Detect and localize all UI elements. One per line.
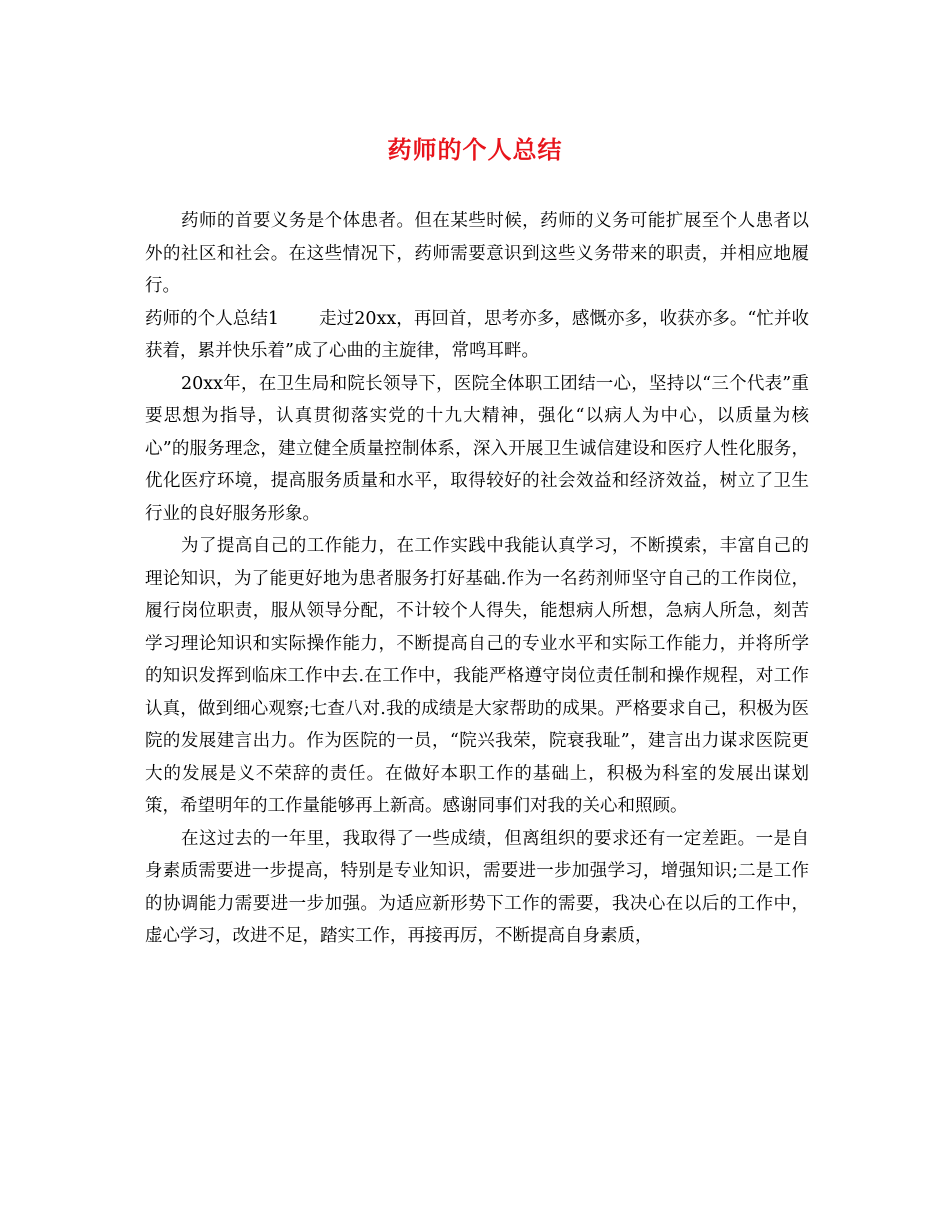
intro-paragraph: 药师的首要义务是个体患者。但在某些时候，药师的义务可能扩展至个人患者以外的社区和社会。在这些情况下，药师需要意识到这些义务带来的职责，并相应地履行。 [145,211,809,296]
section-paragraph [145,303,809,368]
body-paragraph: 为了提高自己的工作能力，在工作实践中我能认真学习，不断摸索，丰富自己的理论知识，为了能更好地为患者服务打好基础.作为一名药剂师坚守自己的工作岗位，履行岗位职责，服从领导分配，不计较个人得失，能想病人所想，急病人所急，刻苦学习理论知识和实际操作能力，不断提高自己的专业水平和实际工作能力，并将所学的知识发挥到临床工作中去.在工作中，我能严格遵守岗位责任制和操作规程，对工作认真，做到细心观察;七查八对.我的成绩是大家帮助的成果。严格要求自己，积极为医院的发展建言出力。作为医院的一员，“院兴我荣，院衰我耻”，建言出力谋求医院更大的发展是义不荣辞的责任。在做好本职工作的基础上，积极为科室的发展出谋划策，希望明年的工作量能够再上新高。感谢同事们对我的关心和照顾。 [145,536,809,816]
section-label: 药师的个人总结1 [145,308,280,329]
body-paragraph: 20xx年，在卫生局和院长领导下，医院全体职工团结一心，坚持以“三个代表”重要思想为指导，认真贯彻落实党的十九大精神，强化“以病人为中心，以质量为核心”的服务理念，建立健全质量控制体系，深入开展卫生诚信建设和医疗人性化服务，优化医疗环境，提高服务质量和水平，取得较好的社会效益和经济效益，树立了卫生行业的良好服务形象。 [145,373,809,524]
document-title: 药师的个人总结 [387,136,563,164]
section-opening: 走过20xx，再回首，思考亦多，感慨亦多，收获亦多。“忙并收获着，累并快乐着”成了心曲的主旋律，常鸣耳畔。 [145,308,809,361]
document-body [145,205,809,953]
body-paragraph: 在这过去的一年里，我取得了一些成绩，但离组织的要求还有一定差距。一是自身素质需要进一步提高，特别是专业知识，需要进一步加强学习，增强知识;二是工作的协调能力需要进一步加强。为适应新形势下工作的需要，我决心在以后的工作中，虚心学习，改进不足，踏实工作，再接再厉，不断提高自身素质， [145,828,809,946]
